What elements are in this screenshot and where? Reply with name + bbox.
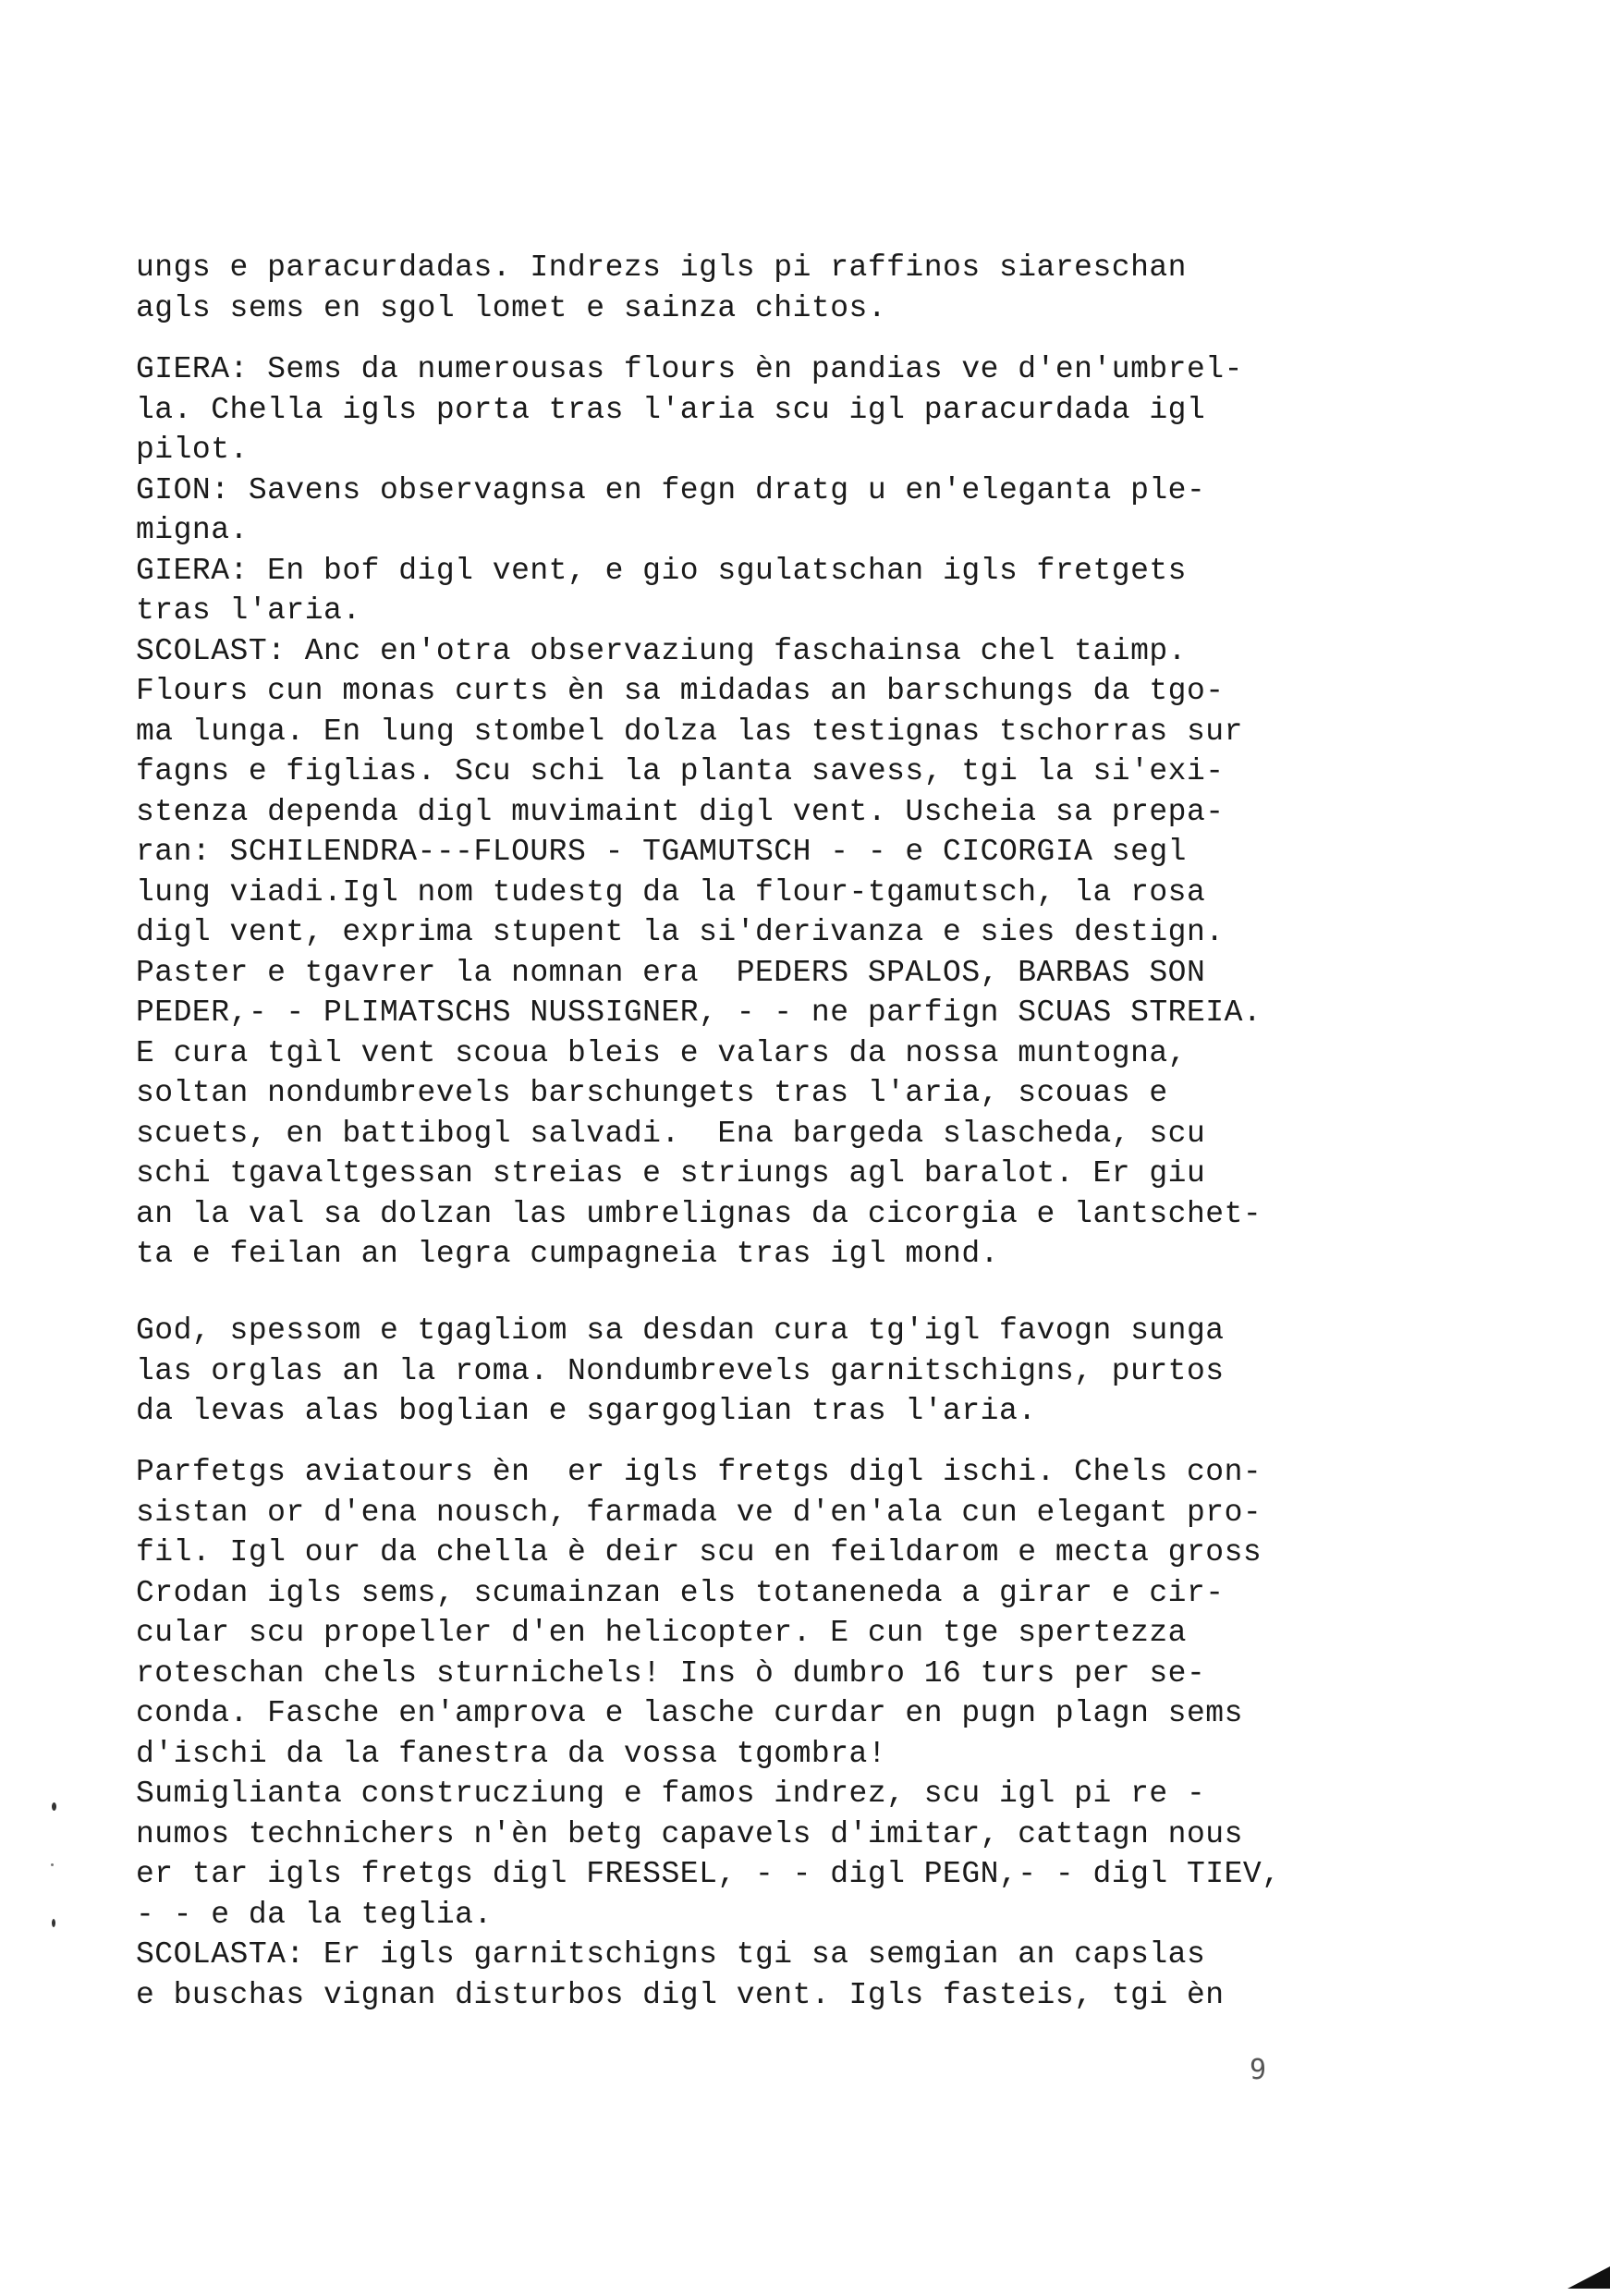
- paragraph-1: [136, 248, 1384, 328]
- text-line: da levas alas boglian e sgargoglian tras l'aria.: [136, 1394, 1037, 1428]
- paragraph-3: [136, 1311, 1384, 1432]
- text-line: digl vent, exprima stupent la si'derivanza e sies destign.: [136, 915, 1225, 949]
- text-line: Crodan igls sems, scumainzan els totaneneda a girar e cir-: [136, 1575, 1225, 1610]
- text-line: Parfetgs aviatours èn er igls fretgs digl ischi. Chels con-: [136, 1455, 1262, 1489]
- text-line: PEDER,- - PLIMATSCHS NUSSIGNER, - - ne parfign SCUAS STREIA.: [136, 995, 1262, 1030]
- text-line: ran: SCHILENDRA---FLOURS - TGAMUTSCH - - e CICORGIA segl: [136, 835, 1187, 869]
- text-line: migna.: [136, 513, 249, 547]
- text-line: - - e da la teglia.: [136, 1897, 493, 1932]
- text-line: tras l'aria.: [136, 593, 361, 628]
- text-line: ma lunga. En lung stombel dolza las testignas tschorras sur: [136, 714, 1243, 749]
- text-line: er tar igls fretgs digl FRESSEL, - - digl PEGN,- - digl TIEV,: [136, 1857, 1281, 1891]
- scan-mark: [51, 1863, 54, 1866]
- corner-fold-mark: [1567, 2266, 1610, 2289]
- text-line: stenza dependa digl muvimaint digl vent. Uscheia sa prepa-: [136, 794, 1225, 829]
- text-line: SCOLASTA: Er igls garnitschigns tgi sa semgian an capslas: [136, 1937, 1206, 1972]
- text-line: Flours cun monas curts èn sa midadas an barschungs da tgo-: [136, 674, 1225, 708]
- text-line: numos technichers n'èn betg capavels d'imitar, cattagn nous: [136, 1816, 1243, 1851]
- text-line: sistan or d'ena nousch, farmada ve d'en'ala cun elegant pro-: [136, 1495, 1262, 1530]
- text-line: scuets, en battibogl salvadi. Ena bargeda slascheda, scu: [136, 1116, 1206, 1151]
- text-line: an la val sa dolzan las umbrelignas da cicorgia e lantschet-: [136, 1196, 1262, 1231]
- text-line: pilot.: [136, 433, 249, 467]
- paragraph-2: [136, 349, 1384, 1275]
- scan-mark: [52, 1919, 55, 1927]
- text-line: Sumiglianta construcziung e famos indrez, scu igl pi re -: [136, 1777, 1206, 1811]
- text-line: SCOLAST: Anc en'otra observaziung faschainsa chel taimp.: [136, 633, 1187, 668]
- text-line: ungs e paracurdadas. Indrezs igls pi raffinos siareschan: [136, 250, 1187, 285]
- text-line: God, spessom e tgagliom sa desdan cura tg'igl favogn sunga: [136, 1313, 1225, 1348]
- text-line: e buschas vignan disturbos digl vent. Igls fasteis, tgi èn: [136, 1977, 1225, 2012]
- text-line: GIERA: Sems da numerousas flours èn pandias ve d'en'umbrel-: [136, 352, 1243, 386]
- text-line: ta e feilan an legra cumpagneia tras igl mond.: [136, 1237, 999, 1271]
- text-line: d'ischi da la fanestra da vossa tgombra!: [136, 1736, 887, 1771]
- scan-mark: [52, 1802, 56, 1811]
- text-line: las orglas an la roma. Nondumbrevels garnitschigns, purtos: [136, 1353, 1225, 1388]
- text-line: fil. Igl our da chella è deir scu en feildarom e mecta gross: [136, 1535, 1262, 1569]
- page-number: 9: [1250, 2054, 1267, 2086]
- text-line: Paster e tgavrer la nomnan era PEDERS SPALOS, BARBAS SON: [136, 955, 1206, 990]
- text-line: roteschan chels sturnichels! Ins ò dumbro 16 turs per se-: [136, 1655, 1206, 1691]
- text-line: fagns e figlias. Scu schi la planta savess, tgi la si'exi-: [136, 754, 1225, 788]
- text-line: lung viadi.Igl nom tudestg da la flour-tgamutsch, la rosa: [136, 874, 1206, 910]
- text-line: conda. Fasche en'amprova e lasche curdar en pugn plagn sems: [136, 1696, 1243, 1730]
- text-line: agls sems en sgol lomet e sainza chitos.: [136, 290, 887, 325]
- text-line: soltan nondumbrevels barschungets tras l'aria, scouas e: [136, 1076, 1168, 1110]
- text-line: GION: Savens observagnsa en fegn dratg u en'eleganta ple-: [136, 472, 1206, 507]
- paragraph-4: [136, 1452, 1384, 2015]
- text-line: E cura tgìl vent scoua bleis e valars da nossa muntogna,: [136, 1035, 1187, 1070]
- text-line: GIERA: En bof digl vent, e gio sgulatschan igls fretgets: [136, 553, 1187, 588]
- text-line: la. Chella igls porta tras l'aria scu igl paracurdada igl: [136, 392, 1206, 427]
- text-line: schi tgavaltgessan streias e striungs agl baralot. Er giu: [136, 1156, 1206, 1191]
- text-line: cular scu propeller d'en helicopter. E cun tge spertezza: [136, 1616, 1187, 1650]
